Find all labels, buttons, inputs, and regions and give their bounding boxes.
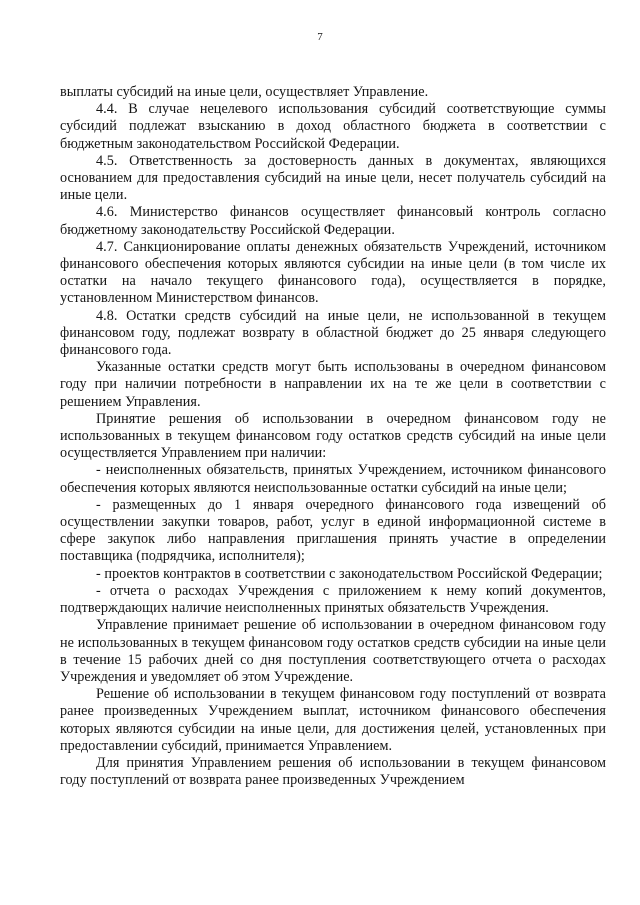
paragraph-acceptance: Для принятия Управлением решения об использовании в текущем финансовом году поступлений от возврата ранее произведенных Учреждением (60, 754, 606, 789)
document-body (60, 84, 606, 789)
paragraph-refunds: Решение об использовании в текущем финансовом году поступлений от возврата ранее произведенных Учреждением выплат, источником финансового обеспечения которых являются субсидии на иные цели, для достижения целей, установленных при предоставлении субсидий, принимается Управлением. (60, 686, 606, 754)
list-item-contracts: - проектов контрактов в соответствии с законодательством Российской Федерации; (96, 565, 603, 582)
page-number: 7 (317, 31, 323, 43)
paragraph-4-8: 4.8. Остатки средств субсидий на иные цели, не использованной в текущем финансовом году, подлежат возврату в областной бюджет до 25 января следующего финансового года. (60, 307, 606, 359)
list-item-notices: - размещенных до 1 января очередного финансового года извещений об осуществлении закупки товаров, работ, услуг в единой информационной системе в сфере закупок либо направления приглашения принять участие в определении поставщика (подрядчика, исполнителя); (60, 496, 606, 565)
paragraph-management-decision: Управление принимает решение об использовании в очередном финансовом году не использованных в текущем финансовом году остатков средств субсидии на иные цели в течение 15 рабочих дней со дня поступления соответствующего отчета о расходах Учреждения и уведомляет об этом Учреждение. (60, 617, 606, 685)
paragraph-4-4: 4.4. В случае нецелевого использования субсидий соответствующие суммы субсидий подлежат взысканию в доход областного бюджета в соответствии с бюджетным законодательством Российской Федерации. (60, 101, 606, 152)
paragraph-continuation: выплаты субсидий на иные цели, осуществляет Управление. (60, 84, 429, 100)
paragraph-4-7: 4.7. Санкционирование оплаты денежных обязательств Учреждений, источником финансового обеспечения которых являются субсидии на иные цели (в том числе их остатки на начало текущего финансового года), осуществляется в порядке, установленном Министерством финансов. (60, 238, 606, 307)
list-item-report: - отчета о расходах Учреждения с приложением к нему копий документов, подтверждающих наличие неисполненных принятых обязательств Учреждения. (60, 582, 606, 617)
paragraph-4-5: 4.5. Ответственность за достоверность данных в документах, являющихся основанием для предоставления субсидий на иные цели, несет получатель субсидий на иные цели. (60, 152, 606, 204)
paragraph-decision: Принятие решения об использовании в очередном финансовом году не использованных в текущем финансовом году остатков средств субсидий на иные цели осуществляется Управлением при наличии: (60, 410, 606, 462)
paragraph-remainders: Указанные остатки средств могут быть использованы в очередном финансовом году при наличии потребности в направлении их на те же цели в соответствии с решением Управления. (60, 359, 606, 410)
list-item-obligations: - неисполненных обязательств, принятых Учреждением, источником финансового обеспечения которых являются неиспользованные остатки субсидий на иные цели; (60, 462, 606, 496)
paragraph-4-6: 4.6. Министерство финансов осуществляет финансовый контроль согласно бюджетному законодательству Российской Федерации. (60, 204, 606, 238)
